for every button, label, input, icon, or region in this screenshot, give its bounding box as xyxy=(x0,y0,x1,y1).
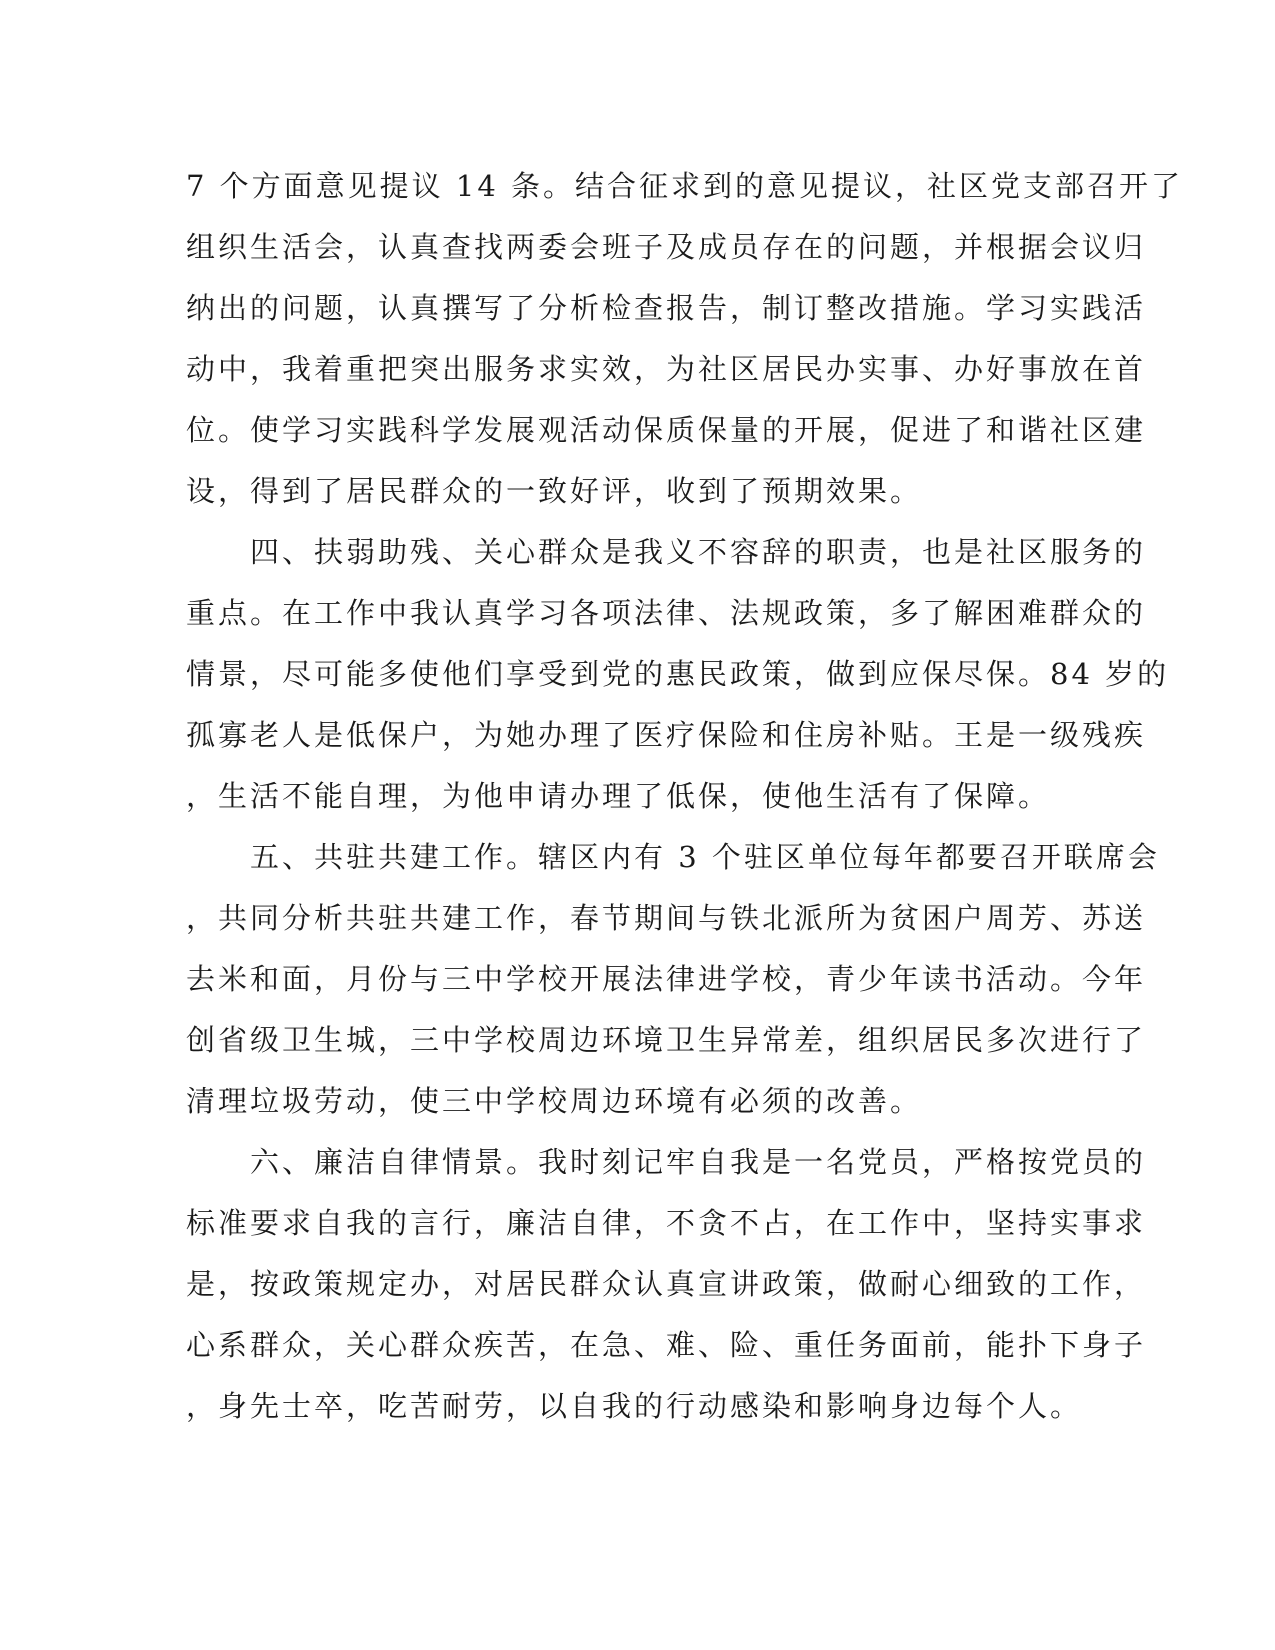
text-line: 是，按政策规定办，对居民群众认真宣讲政策，做耐心细致的工作， xyxy=(186,1267,1147,1301)
text-line: 五、共驻共建工作。辖区内有 3 个驻区单位每年都要召开联席会 xyxy=(186,840,1160,874)
text-line: ，生活不能自理，为他申请办理了低保，使他生活有了保障。 xyxy=(186,779,1051,813)
text-line: 位。使学习实践科学发展观活动保质保量的开展，促进了和谐社区建 xyxy=(186,413,1147,447)
text-line: 组织生活会，认真查找两委会班子及成员存在的问题，并根据会议归 xyxy=(186,230,1147,264)
text-line: 去米和面，月份与三中学校开展法律进学校，青少年读书活动。今年 xyxy=(186,962,1147,996)
text-line: 设，得到了居民群众的一致好评，收到了预期效果。 xyxy=(186,474,923,508)
text-line: 心系群众，关心群众疾苦，在急、难、险、重任务面前，能扑下身子 xyxy=(186,1328,1147,1362)
text-line: 7 个方面意见提议 14 条。结合征求到的意见提议，社区党支部召开了 xyxy=(186,169,1184,203)
text-line: 动中，我着重把突出服务求实效，为社区居民办实事、办好事放在首 xyxy=(186,352,1147,386)
text-line: 重点。在工作中我认真学习各项法律、法规政策，多了解困难群众的 xyxy=(186,596,1147,630)
text-line: 清理垃圾劳动，使三中学校周边环境有必须的改善。 xyxy=(186,1084,923,1118)
text-line: 纳出的问题，认真撰写了分析检查报告，制订整改措施。学习实践活 xyxy=(186,291,1147,325)
text-line: ，身先士卒，吃苦耐劳，以自我的行动感染和影响身边每个人。 xyxy=(186,1389,1083,1423)
text-line: 四、扶弱助残、关心群众是我义不容辞的职责，也是社区服务的 xyxy=(186,535,1147,569)
text-line: 六、廉洁自律情景。我时刻记牢自我是一名党员，严格按党员的 xyxy=(186,1145,1147,1179)
text-line: 创省级卫生城，三中学校周边环境卫生异常差，组织居民多次进行了 xyxy=(186,1023,1147,1057)
document-body xyxy=(186,156,1184,1437)
text-line: 孤寡老人是低保户，为她办理了医疗保险和住房补贴。王是一级残疾 xyxy=(186,718,1147,752)
text-line: ，共同分析共驻共建工作，春节期间与铁北派所为贫困户周芳、苏送 xyxy=(186,901,1147,935)
text-line: 标准要求自我的言行，廉洁自律，不贪不占，在工作中，坚持实事求 xyxy=(186,1206,1147,1240)
text-line: 情景，尽可能多使他们享受到党的惠民政策，做到应保尽保。84 岁的 xyxy=(186,657,1170,691)
